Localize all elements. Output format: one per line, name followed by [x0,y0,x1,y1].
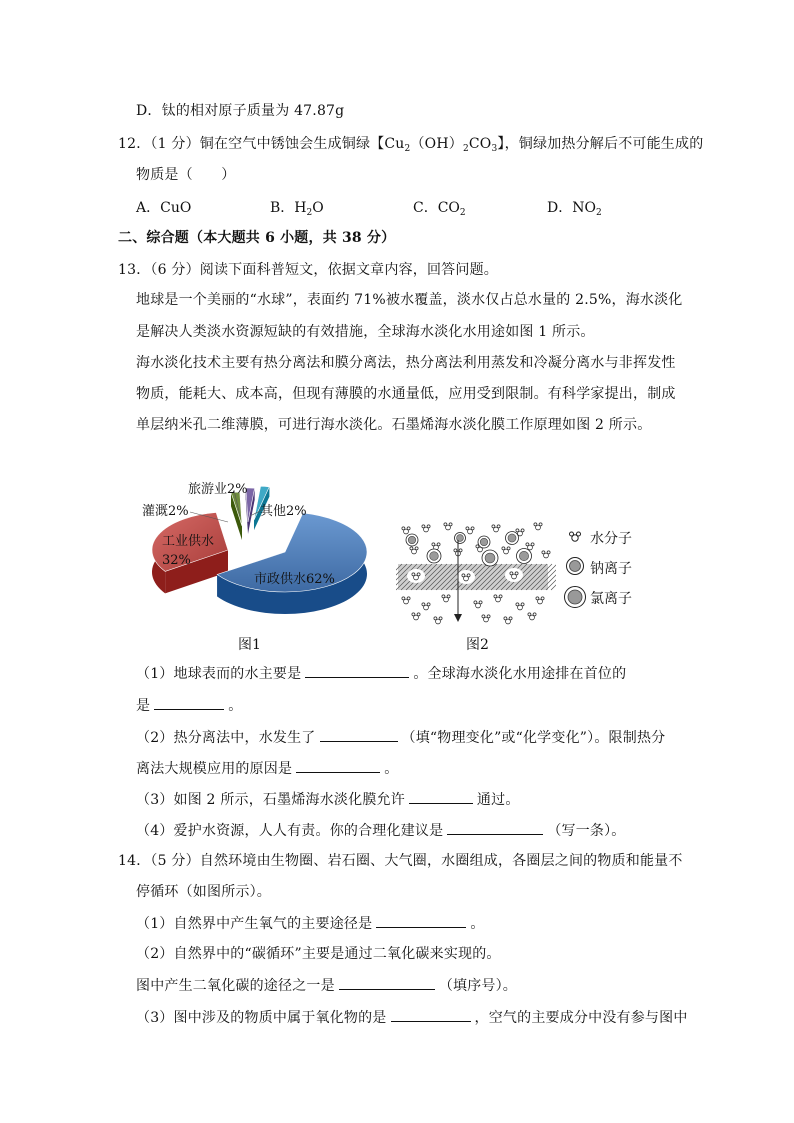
q14-sub2-text-a: 图中产生二氧化碳的途径之一是 [136,978,335,994]
section-2-heading: 二、综合题（本大题共 6 小题，共 38 分） [118,230,396,246]
water-molecule [534,523,542,530]
water-molecule [504,617,512,624]
water-molecule [466,527,474,534]
q13-sub3-text-b: 通过。 [476,792,520,808]
q11-option-d: D．钛的相对原子质量为 47.87g [136,103,345,119]
q14-sub1-text-b: 。 [470,916,485,932]
q13-sub1-blank2[interactable] [154,695,224,710]
q14-stem-line1: 14．（5 分）自然环境由生物圈、岩石圈、大气圈，水圈组成，各圈层之间的物质和能量不 [118,853,683,869]
q13-sub2-line1 [136,727,665,748]
q13-stem: 13．（6 分）阅读下面科普短文，依据文章内容，回答问题。 [118,262,498,278]
q13-sub2-text-c: 离法大规模应用的原因是 [136,761,293,777]
chloride-ion [482,550,498,566]
pie-label-municipal: 市政供水62% [254,572,335,587]
q13-sub4-text-b: （写一条）。 [547,823,626,839]
legend-water-label: 水分子 [590,531,632,547]
q12-option-a: A．CuO [136,200,192,216]
sodium-ion [455,533,466,544]
q14-sub1-blank[interactable] [376,913,466,928]
water-molecule [422,603,430,610]
q13-sub3-text-a: （3）如图 2 所示，石墨烯海水淡化膜允许 [136,792,405,808]
q13-sub4-blank[interactable] [447,820,543,835]
flow-arrow-head [454,614,462,622]
pie-label-other: 其他2% [260,504,307,519]
q13-para-line5: 单层纳米孔二维薄膜，可进行海水淡化。石墨烯海水淡化膜工作原理如图 2 所示。 [136,417,652,433]
q13-sub1-blank1[interactable] [305,663,409,678]
q13-sub3-blank[interactable] [409,789,473,804]
q12-option-b [270,198,324,223]
q13-sub1-text-d: 。 [228,698,243,714]
water-molecule [442,595,450,602]
chloride-ion [427,549,441,563]
q12-option-c-sub: 2 [459,208,466,218]
q12-formula-co: CO [468,136,492,152]
q12-option-d-text: D．NO [547,200,596,216]
q14-sub1 [136,913,485,934]
q13-para-line2: 是解决人类淡水资源短缺的有效措施，全球海水淡化水用途如图 1 所示。 [136,324,595,340]
q12-formula-sub2: 2 [462,144,469,154]
q13-sub2-blank1[interactable] [320,727,398,742]
chloride-ion-icon [563,585,587,609]
sodium-ion [506,532,519,545]
water-molecule [402,527,410,534]
q13-sub1-line2 [136,695,242,716]
water-molecule-icon [568,530,582,544]
q13-sub2-text-b: （填“物理变化”或“化学变化”）。限制热分 [401,730,666,746]
water-molecule [434,617,442,624]
q12-stem-line1 [118,134,703,159]
q14-sub3-blank[interactable] [391,1007,471,1022]
q13-sub2-line2 [136,758,398,779]
figure-2-membrane-diagram [396,520,556,628]
q13-sub1-text-c: 是 [136,698,151,714]
legend-chloride-label: 氯离子 [590,591,632,607]
q14-sub3 [136,1007,688,1028]
q14-sub2-line2 [136,975,517,996]
q12-option-b-post: O [312,200,324,216]
graphene-membrane [396,564,556,590]
water-molecule [502,547,510,554]
water-molecule [444,523,452,530]
q13-para-line4: 物质，能耗大、成本高，但现有薄膜的水通量低，应用受到限制。有科学家提出，制成 [136,386,676,402]
water-molecule [410,547,418,554]
sodium-ion [406,534,418,546]
water-molecule [516,603,524,610]
q13-sub2-text-d: 。 [384,761,399,777]
q13-sub4-text-a: （4）爱护水资源，人人有责。你的合理化建议是 [136,823,444,839]
q12-option-d-sub: 2 [595,208,602,218]
q13-sub4 [136,820,626,841]
q13-para-line3: 海水淡化技术主要有热分离法和膜分离法，热分离法利用蒸发和冷凝分离水与非挥发性 [136,355,676,371]
q12-option-b-sub: 2 [306,208,313,218]
q14-sub2-text-b: （填序号）。 [438,978,518,994]
q14-sub3-text-a: （3）图中涉及的物质中属于氧化物的是 [136,1010,387,1026]
legend-sodium-label: 钠离子 [590,561,632,577]
pie-label-tourism: 旅游业2% [188,482,248,497]
q14-sub3-text-b: ，空气的主要成分中没有参与图中 [474,1010,688,1026]
water-molecule [474,601,482,608]
q12-formula-oh: （OH） [410,136,463,152]
q14-sub2-blank[interactable] [339,975,435,990]
q13-sub3 [136,789,520,810]
q12-stem-line2: 物质是（ ） [136,167,236,183]
water-molecule [402,597,410,604]
q13-sub1-text-b: 。全球海水淡化水用途排在首位的 [413,666,627,682]
q12-stem-suffix: 】，铜绿加热分解后不可能生成的 [497,136,704,152]
q13-sub2-text-a: （2）热分离法中，水发生了 [136,730,316,746]
q13-sub1-text-a: （1）地球表而的水主要是 [136,666,302,682]
q12-formula-sub3: 3 [491,144,498,154]
q13-sub2-blank2[interactable] [296,758,380,773]
sodium-ion-icon [565,556,585,576]
water-molecule [412,613,420,620]
pie-slice-irrigation [231,492,242,540]
q14-sub2-line1: （2）自然界中的“碳循环”主要是通过二氧化碳来实现的。 [136,946,501,962]
q14-sub1-text-a: （1）自然界中产生氧气的主要途径是 [136,916,373,932]
q13-sub1-line1 [136,663,626,684]
q12-option-c [413,198,466,223]
sodium-ion [478,536,490,548]
water-molecule [542,551,550,558]
q12-option-d [547,198,602,223]
chloride-ion [517,549,532,564]
pie-label-irrigation: 灌溉2% [142,504,189,519]
pie-label-industrial: 工业供水 32% [162,534,215,568]
q12-stem-prefix: 12．（1 分）铜在空气中锈蚀会生成铜绿【Cu [118,136,405,152]
water-molecule [422,525,430,532]
water-molecule [492,525,500,532]
q12-formula-sub1: 2 [404,144,411,154]
q13-para-line1: 地球是一个美丽的“水球”，表面约 71%被水覆盖，淡水仅占总水量的 2.5%，海水淡化 [136,292,683,308]
water-molecule [494,595,502,602]
q14-stem-line2: 停循环（如图所示）。 [136,884,271,900]
figure-1-caption: 图1 [238,637,261,653]
water-molecule [536,597,544,604]
figure-2-caption: 图2 [466,637,489,653]
q12-option-b-text: B．H [270,200,307,216]
water-molecule [482,615,490,622]
q12-option-c-text: C．CO [413,200,460,216]
water-molecule [528,613,536,620]
